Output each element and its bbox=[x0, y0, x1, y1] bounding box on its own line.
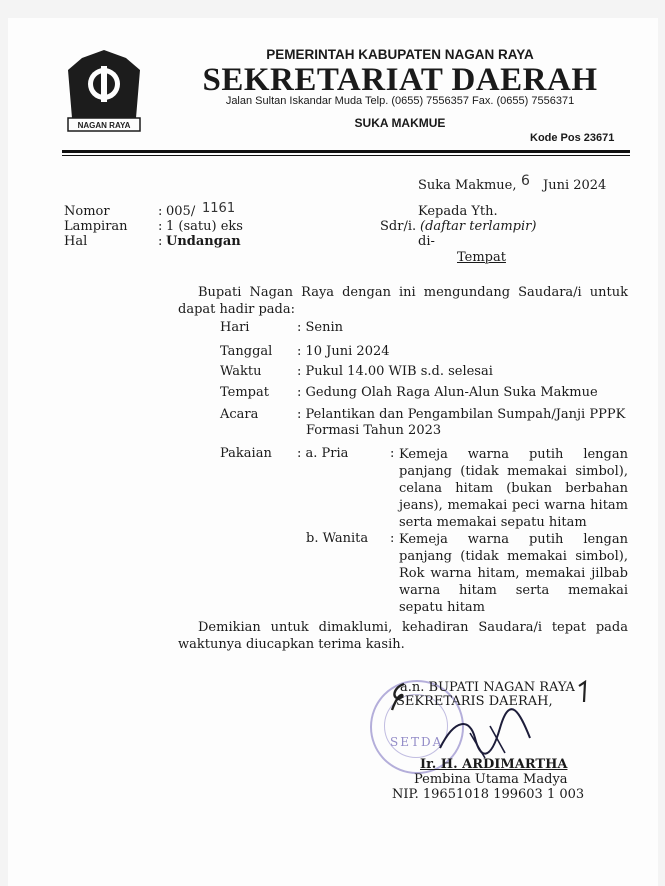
signature-on-behalf: a.n. BUPATI NAGAN RAYA bbox=[400, 680, 575, 695]
meta-value-hal: Undangan bbox=[166, 234, 241, 249]
meta-value-lampiran: 1 (satu) eks bbox=[166, 219, 243, 234]
meta-label-hal: Hal bbox=[64, 234, 88, 249]
letterhead-rule-thin bbox=[62, 155, 630, 156]
meta-value-nomor: 005/ bbox=[166, 204, 196, 219]
attire-wanita-colon: : bbox=[390, 531, 395, 546]
recipient-at: di- bbox=[418, 234, 435, 249]
letterhead-rule-thick bbox=[62, 150, 630, 153]
detail-value-tanggal: : 10 Juni 2024 bbox=[297, 344, 390, 359]
meta-nomor-handwritten: 1161 bbox=[202, 201, 236, 216]
date-place: Suka Makmue, bbox=[418, 178, 517, 193]
postal-code: Kode Pos 23671 bbox=[530, 132, 615, 144]
signature-title: SEKRETARIS DAERAH, bbox=[396, 694, 553, 709]
detail-label-tempat: Tempat bbox=[220, 385, 269, 400]
detail-value-acara-line2: Formasi Tahun 2023 bbox=[306, 423, 442, 438]
meta-label-nomor: Nomor bbox=[64, 204, 110, 219]
initial-mark bbox=[575, 680, 591, 704]
detail-label-hari: Hari bbox=[220, 320, 250, 335]
attire-wanita-text: Kemeja warna putih lengan panjang (tidak memakai simbol), Rok warna hitam, memakai jilbab warna hitam serta memakai sepatu hitam bbox=[399, 532, 628, 615]
attire-pria-label: : a. Pria bbox=[297, 446, 349, 461]
detail-value-waktu: : Pukul 14.00 WIB s.d. selesai bbox=[297, 364, 493, 379]
office-address: Jalan Sultan Iskandar Muda Telp. (0655) 7556357 Fax. (0655) 7556371 bbox=[225, 95, 575, 107]
stamp-text: SETDA bbox=[390, 735, 444, 749]
attire-pria-colon: : bbox=[390, 446, 395, 461]
office-title: SEKRETARIAT DAERAH bbox=[202, 62, 598, 98]
detail-label-tanggal: Tanggal bbox=[220, 344, 273, 359]
detail-label-waktu: Waktu bbox=[220, 364, 262, 379]
recipient-name: (daftar terlampir) bbox=[420, 219, 537, 234]
detail-value-tempat: : Gedung Olah Raga Alun-Alun Suka Makmue bbox=[297, 385, 598, 400]
government-name: PEMERINTAH KABUPATEN NAGAN RAYA bbox=[266, 47, 534, 62]
closing-paragraph: Demikian untuk dimaklumi, kehadiran Saudara/i tepat pada waktunya diucapkan terima kasih. bbox=[178, 620, 628, 652]
detail-value-acara-line1: : Pelantikan dan Pengambilan Sumpah/Janji PPPK bbox=[297, 407, 626, 422]
meta-colon-nomor: : bbox=[158, 204, 163, 219]
meta-label-lampiran: Lampiran bbox=[64, 219, 128, 234]
logo-caption: NAGAN RAYA bbox=[77, 121, 131, 130]
meta-colon-lampiran: : bbox=[158, 219, 163, 234]
attire-wanita-label: b. Wanita bbox=[306, 531, 369, 546]
signatory-rank: Pembina Utama Madya bbox=[414, 772, 568, 787]
recipient-greeting: Kepada Yth. bbox=[418, 204, 498, 219]
date-month-year: Juni 2024 bbox=[543, 178, 607, 193]
detail-value-hari: : Senin bbox=[297, 320, 344, 335]
nagan-raya-emblem-logo bbox=[64, 48, 144, 132]
date-day-handwritten: 6 bbox=[521, 173, 530, 189]
opening-paragraph: Bupati Nagan Raya dengan ini mengundang Saudara/i untuk dapat hadir pada: bbox=[178, 285, 628, 317]
attire-label: Pakaian bbox=[220, 446, 272, 461]
attire-pria-text: Kemeja warna putih lengan panjang (tidak memakai simbol), celana hitam (bukan berbahan jeans), memakai peci warna hitam serta memakai sepatu hitam bbox=[399, 447, 628, 530]
recipient-prefix: Sdr/i. bbox=[380, 219, 417, 234]
signatory-nip: NIP. 19651018 199603 1 003 bbox=[392, 787, 585, 802]
office-city: SUKA MAKMUE bbox=[354, 116, 446, 130]
recipient-place: Tempat bbox=[457, 250, 506, 265]
signatory-name: Ir. H. ARDIMARTHA bbox=[420, 757, 568, 772]
meta-colon-hal: : bbox=[158, 234, 163, 249]
detail-label-acara: Acara bbox=[220, 407, 259, 422]
